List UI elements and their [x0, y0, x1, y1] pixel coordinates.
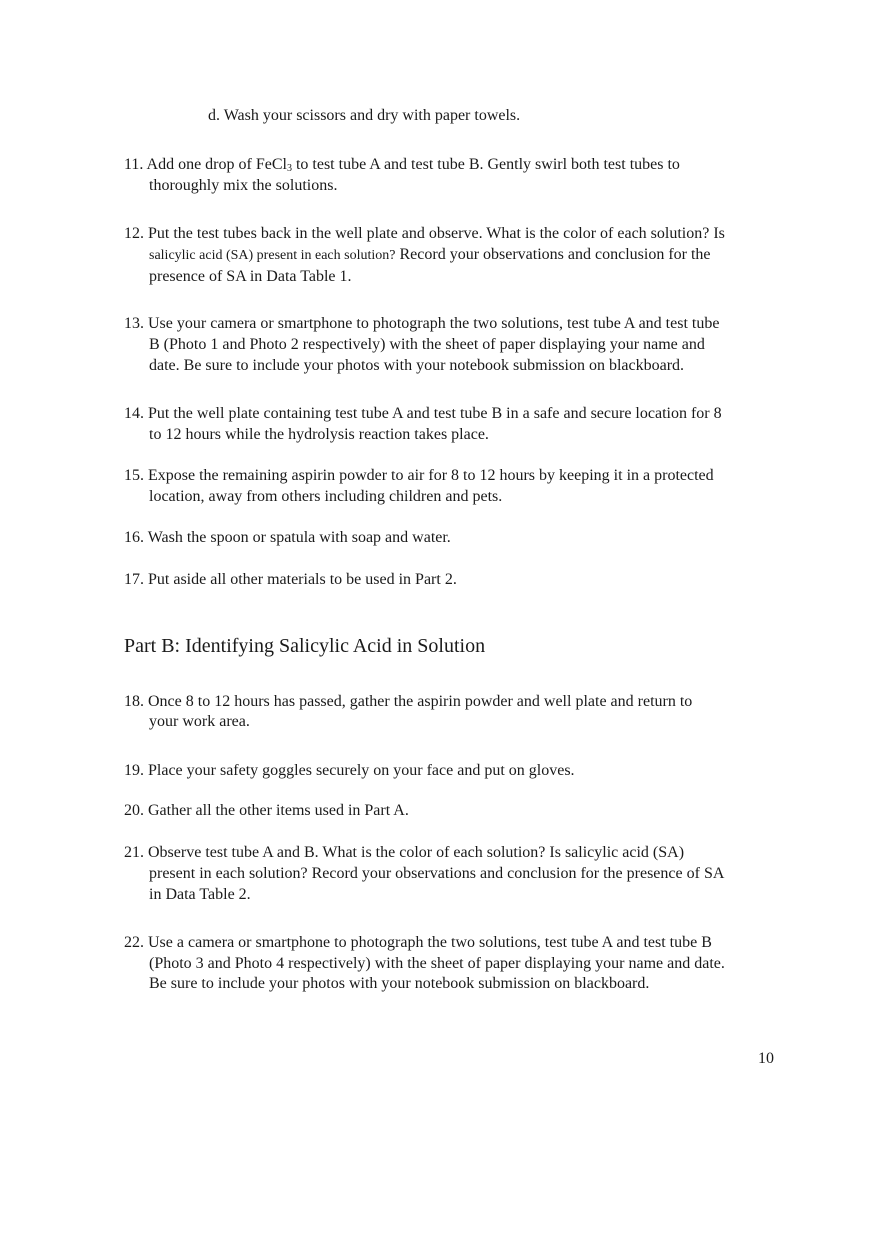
step-12-line-2-small: salicylic acid (SA) present in each solution? [149, 248, 396, 263]
step-21-line-3: in Data Table 2. [149, 886, 251, 903]
step-11-line-2: thoroughly mix the solutions. [149, 177, 338, 194]
step-22-line-1: 22. Use a camera or smartphone to photograph the two solutions, test tube A and test tube B [124, 934, 712, 951]
step-13-line-3: date. Be sure to include your photos with your notebook submission on blackboard. [149, 357, 685, 374]
step-11-line-1 [124, 155, 680, 175]
step-15-line-1: 15. Expose the remaining aspirin powder to air for 8 to 12 hours by keeping it in a protected [124, 467, 714, 484]
step-14-line-2: to 12 hours while the hydrolysis reaction takes place. [149, 426, 489, 443]
step-18-line-2: your work area. [149, 713, 250, 730]
step-12-line-2-rest: Record your observations and conclusion for the [395, 246, 711, 263]
step-15-line-2: location, away from others including children and pets. [149, 488, 503, 505]
step-17-text: 17. Put aside all other materials to be used in Part 2. [124, 571, 457, 588]
step-13-line-1: 13. Use your camera or smartphone to photograph the two solutions, test tube A and test tube [124, 315, 720, 332]
step-10d-text: d. Wash your scissors and dry with paper towels. [208, 107, 521, 124]
step-18-line-1: 18. Once 8 to 12 hours has passed, gather the aspirin powder and well plate and return to [124, 693, 693, 710]
step-21-line-1: 21. Observe test tube A and B. What is the color of each solution? Is salicylic acid (SA) [124, 844, 685, 861]
step-12-line-2 [149, 245, 711, 266]
step-14-line-1: 14. Put the well plate containing test tube A and test tube B in a safe and secure location for 8 [124, 405, 722, 422]
step-20-text: 20. Gather all the other items used in Part A. [124, 802, 409, 819]
step-16-text: 16. Wash the spoon or spatula with soap and water. [124, 529, 451, 546]
step-13-line-2: B (Photo 1 and Photo 2 respectively) with the sheet of paper displaying your name and [149, 336, 705, 353]
page-number: 10 [758, 1050, 774, 1067]
step-22-line-3: Be sure to include your photos with your notebook submission on blackboard. [149, 975, 650, 992]
step-11-line-1-pre: 11. Add one drop of FeCl [124, 156, 287, 173]
step-12-line-1: 12. Put the test tubes back in the well plate and observe. What is the color of each solution? Is [124, 225, 725, 242]
part-b-heading: Part B: Identifying Salicylic Acid in Solution [124, 635, 486, 657]
step-19-text: 19. Place your safety goggles securely on your face and put on gloves. [124, 762, 575, 779]
fecl3-subscript: 3 [286, 163, 292, 174]
step-11-line-1-post: to test tube A and test tube B. Gently swirl both test tubes to [291, 156, 680, 173]
step-12-line-3: presence of SA in Data Table 1. [149, 268, 352, 285]
step-21-line-2: present in each solution? Record your observations and conclusion for the presence of SA [149, 865, 725, 882]
step-22-line-2: (Photo 3 and Photo 4 respectively) with the sheet of paper displaying your name and date. [149, 955, 725, 972]
